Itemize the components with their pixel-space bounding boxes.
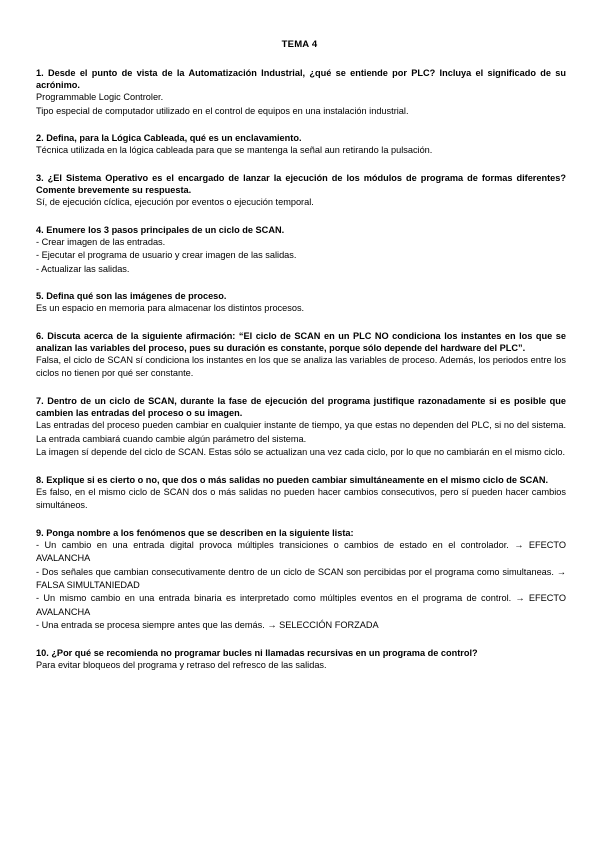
answer-line: Tipo especial de computador utilizado en el control de equipos en una instalación industrial. [36, 105, 409, 116]
answer-line: Para evitar bloqueos del programa y retraso del refresco de las salidas. [36, 659, 327, 670]
answer-line: - Un cambio en una entrada digital provoca múltiples transiciones o cambios de estado en el controlador. → EFECTO AVALANCHA [36, 539, 566, 564]
question-block [36, 132, 566, 158]
question-heading: 6. Discuta acerca de la siguiente afirmación: “El ciclo de SCAN en un PLC NO condiciona los instantes en los que se analizan las variables del proceso, pues su duración es constante, porque sólo depende del hardware del PLC”. [36, 330, 566, 353]
answer-line: Sí, de ejecución cíclica, ejecución por eventos o ejecución temporal. [36, 197, 314, 208]
question-heading: 4. Enumere los 3 pasos principales de un ciclo de SCAN. [36, 224, 285, 235]
answer-line: - Un mismo cambio en una entrada binaria es interpretado como múltiples eventos en el programa de control. → EFECTO AVALANCHA [36, 593, 566, 617]
answer [36, 354, 566, 381]
answer-line: - Crear imagen de las entradas. [36, 236, 166, 247]
question-heading: 8. Explique si es cierto o no, que dos o más salidas no pueden cambiar simultáneamente en el mismo ciclo de SCAN. [36, 474, 549, 485]
question-block [36, 395, 566, 460]
answer [36, 91, 566, 118]
answer [36, 539, 566, 633]
answer [36, 302, 566, 315]
answer-line: La imagen sí depende del ciclo de SCAN. Estas sólo se actualizan una vez cada ciclo, por lo que no cambiarán en el mismo ciclo. [36, 447, 566, 458]
answer-line: - Actualizar las salidas. [36, 263, 130, 274]
question-block [36, 647, 566, 673]
question-heading: 1. Desde el punto de vista de la Automatización Industrial, ¿qué se entiende por PLC? Incluya el significado de su acrónimo. [36, 68, 566, 91]
question-block [36, 290, 566, 316]
answer [36, 659, 566, 672]
answer-line: Las entradas del proceso pueden cambiar en cualquier instante de tiempo, ya que estas no dependen del PLC, si no del sistema. La entrada cambiará cuando cambie algún parámetro del sistema. [36, 420, 566, 444]
question-heading: 2. Defina, para la Lógica Cableada, qué es un enclavamiento. [36, 133, 302, 144]
question-block [36, 527, 566, 633]
answer [36, 236, 566, 276]
question-heading: 5. Defina qué son las imágenes de proceso. [36, 291, 227, 302]
question-heading: 10. ¿Por qué se recomienda no programar bucles ni llamadas recursivas en un programa de control? [36, 647, 478, 658]
answer-line: - Dos señales que cambian consecutivamente dentro de un ciclo de SCAN son percibidas por el programa como simultaneas. → FALSA SIMULTANIEDAD [36, 566, 566, 590]
answer-line: - Ejecutar el programa de usuario y crear imagen de las salidas. [36, 250, 297, 261]
questions-list [36, 67, 566, 686]
question-heading: 3. ¿El Sistema Operativo es el encargado de lanzar la ejecución de los módulos de programa de formas diferentes? Comente brevemente su respuesta. [36, 172, 566, 196]
answer [36, 144, 566, 157]
question-block [36, 224, 566, 276]
question-block [36, 474, 566, 513]
answer-line: Falsa, el ciclo de SCAN sí condiciona los instantes en los que se analiza las variables de proceso. Además, los periodos entre los ciclos no tienen por qué ser constante. [36, 355, 566, 379]
answer-line: Programmable Logic Controler. [36, 92, 164, 103]
question-block [36, 67, 566, 118]
answer-line: Es falso, en el mismo ciclo de SCAN dos o más salidas no pueden hacer cambios consecutivos, pero sí pueden hacer cambios simultáneos. [36, 486, 566, 511]
question-block [36, 330, 566, 381]
answer [36, 486, 566, 513]
answer [36, 196, 566, 209]
question-heading: 7. Dentro de un ciclo de SCAN, durante la fase de ejecución del programa justifique razonadamente si es posible que cambien las entradas del proceso o su imagen. [36, 395, 566, 419]
answer-line: Técnica utilizada en la lógica cableada para que se mantenga la señal aun retirando la pulsación. [36, 145, 433, 156]
question-heading: 9. Ponga nombre a los fenómenos que se describen en la siguiente lista: [36, 527, 354, 538]
answer [36, 419, 566, 459]
answer-line: Es un espacio en memoria para almacenar los distintos procesos. [36, 303, 305, 314]
answer-line: - Una entrada se procesa siempre antes que las demás. → SELECCIÓN FORZADA [36, 620, 379, 631]
question-block [36, 172, 566, 210]
page-title: TEMA 4 [281, 39, 318, 50]
